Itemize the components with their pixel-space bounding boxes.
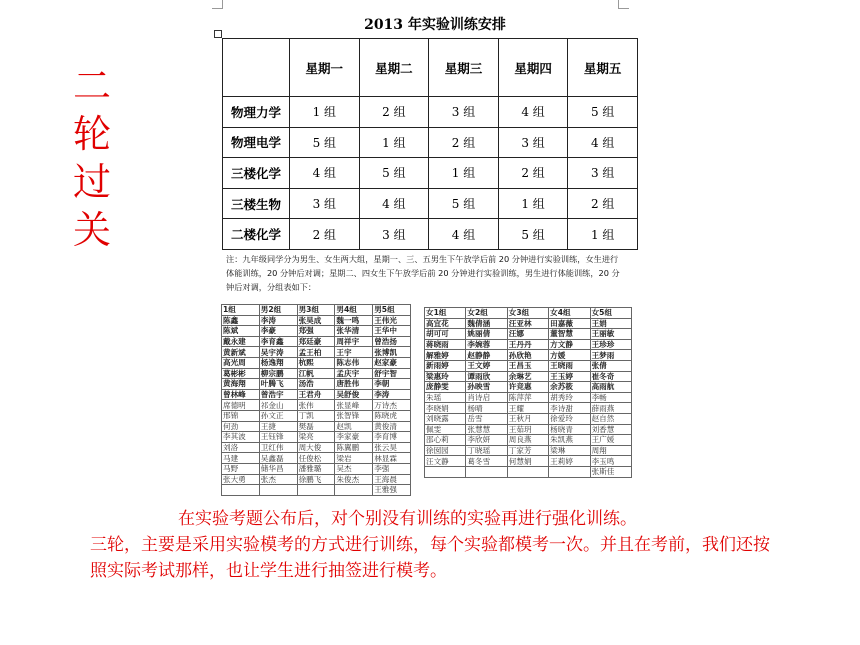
group-name-cell: 赵凯 [335,421,373,432]
group-row [222,357,411,368]
group-name-cell: 胡秀玲 [549,392,590,403]
group-name-cell: 林显霖 [373,453,411,464]
group-name-cell: 陈斌 [222,326,260,337]
group-row [425,392,632,403]
group-name-cell: 李涛 [373,389,411,400]
schedule-day-header: 星期一 [290,39,360,97]
group-row [222,347,411,358]
group-name-cell: 李豪 [259,326,297,337]
group-name-cell: 郑强 [297,326,335,337]
schedule-group-cell: 5 组 [498,219,568,250]
schedule-row [223,127,638,158]
group-name-cell: 何劲 [222,421,260,432]
group-name-cell: 李强 [373,463,411,474]
group-name-cell: 刘香慧 [590,424,631,435]
schedule-group-cell: 1 组 [498,188,568,219]
schedule-row [223,97,638,128]
group-row [222,485,411,496]
group-name-cell: 胡可可 [425,329,466,340]
group-name-cell: 梁琳 [549,445,590,456]
group-name-cell: 何慧娟 [507,456,548,467]
schedule-group-cell: 1 组 [429,158,499,189]
group-name-cell: 吴鑫磊 [259,453,297,464]
group-header-cell: 女5组 [590,308,631,319]
group-name-cell: 郑廷豪 [297,336,335,347]
group-name-cell: 周大俊 [297,442,335,453]
schedule-group-cell: 5 组 [568,97,638,128]
group-name-cell [297,485,335,496]
group-row [222,432,411,443]
schedule-group-cell: 1 组 [359,127,429,158]
schedule-group-cell: 5 组 [290,127,360,158]
group-name-cell: 张杰 [259,474,297,485]
group-name-cell: 朱瑶 [425,392,466,403]
group-header-cell: 女1组 [425,308,466,319]
schedule-header-row [223,39,638,97]
group-name-cell: 朱俊杰 [335,474,373,485]
group-name-cell: 柳宗鹏 [259,368,297,379]
group-name-cell: 王莉婷 [549,456,590,467]
group-name-cell: 李诗甜 [549,403,590,414]
schedule-day-header: 星期三 [429,39,499,97]
schedule-group-cell: 4 组 [429,219,499,250]
group-name-cell: 张智锋 [335,410,373,421]
schedule-subject-cell: 三楼生物 [223,188,290,219]
group-name-cell: 李晓娟 [425,403,466,414]
group-row [222,315,411,326]
side-title-char: 二 [72,64,111,108]
group-name-cell: 卫红伟 [259,442,297,453]
group-name-cell: 吴宇涛 [259,347,297,358]
group-name-cell: 汪亚林 [507,318,548,329]
group-name-cell: 舒宇智 [373,368,411,379]
group-name-cell: 唐胜伟 [335,379,373,390]
group-name-cell: 徐爱玲 [549,413,590,424]
group-row [222,389,411,400]
group-name-cell: 李朝 [373,379,411,390]
group-name-cell: 余苏筱 [549,382,590,393]
group-header-cell: 男3组 [297,305,335,316]
group-name-cell: 谭雨欣 [466,371,507,382]
group-name-cell: 曾林峰 [222,389,260,400]
group-name-cell: 周祥宇 [335,336,373,347]
group-name-cell: 王丽敏 [590,329,631,340]
group-name-cell: 陈鑫 [222,315,260,326]
group-name-cell [466,466,507,477]
group-name-cell: 高雨航 [590,382,631,393]
group-name-cell: 王秋月 [507,413,548,424]
schedule-group-cell: 5 组 [359,158,429,189]
group-name-cell: 岳雪 [466,413,507,424]
group-name-cell: 黄俊清 [373,421,411,432]
group-name-cell: 刘晓露 [425,413,466,424]
group-name-cell: 王伟光 [373,315,411,326]
group-row [425,339,632,350]
group-row [425,413,632,424]
group-row [222,421,411,432]
group-row [425,445,632,456]
group-name-cell: 方媛 [549,350,590,361]
schedule-subject-cell: 物理电学 [223,127,290,158]
group-name-cell: 张博凯 [373,347,411,358]
group-row [222,410,411,421]
group-name-cell: 姚丽倩 [466,329,507,340]
group-name-cell [507,466,548,477]
schedule-group-cell: 3 组 [568,158,638,189]
schedule-row [223,219,638,250]
group-name-cell: 赵家豪 [373,357,411,368]
group-name-cell: 李家豪 [335,432,373,443]
group-name-cell [222,485,260,496]
group-name-cell: 朱凯燕 [549,435,590,446]
group-name-cell: 王捷 [259,421,297,432]
schedule-group-cell: 2 组 [429,127,499,158]
group-row [222,336,411,347]
group-name-cell: 戴永建 [222,336,260,347]
group-name-cell: 王茹玥 [507,424,548,435]
group-name-cell: 曾浩扬 [373,336,411,347]
schedule-group-cell: 2 组 [568,188,638,219]
group-name-cell: 张倩 [590,360,631,371]
group-name-cell: 王雅强 [373,485,411,496]
description-paragraph [90,506,770,584]
group-name-cell: 梁惠玲 [425,371,466,382]
schedule-group-cell: 4 组 [498,97,568,128]
group-name-cell: 王钰锋 [259,432,297,443]
table-move-handle-icon[interactable] [214,30,222,38]
page-corner-mark [212,0,223,9]
schedule-group-cell: 3 组 [498,127,568,158]
schedule-day-header: 星期四 [498,39,568,97]
schedule-row [223,188,638,219]
group-name-cell: 董智慧 [549,329,590,340]
group-name-cell: 丁家芳 [507,445,548,456]
group-name-cell: 孙映雪 [466,382,507,393]
group-name-cell: 李育博 [373,432,411,443]
group-row [425,382,632,393]
group-row [222,453,411,464]
group-name-cell: 王广媛 [590,435,631,446]
group-name-cell: 高宜花 [425,318,466,329]
group-name-cell: 王玉婷 [549,371,590,382]
group-header-cell: 男4组 [335,305,373,316]
group-name-cell: 李畅 [590,392,631,403]
group-name-cell: 王文婷 [466,360,507,371]
group-row [425,403,632,414]
group-name-cell: 孟王柏 [297,347,335,358]
schedule-corner-cell [223,39,290,97]
schedule-table [222,38,638,250]
group-name-cell: 李育鑫 [259,336,297,347]
group-name-cell: 肖诗启 [466,392,507,403]
group-name-cell: 樊磊 [297,421,335,432]
schedule-group-cell: 2 组 [359,97,429,128]
group-row [425,350,632,361]
group-name-cell: 周翔 [590,445,631,456]
group-name-cell [259,485,297,496]
group-name-cell: 徐囡园 [425,445,466,456]
group-name-cell: 潘雅璐 [297,463,335,474]
side-title [70,62,114,254]
schedule-group-cell: 5 组 [429,188,499,219]
group-name-cell: 张大勇 [222,474,260,485]
group-name-cell: 葛彬彬 [222,368,260,379]
group-row [222,474,411,485]
side-title-char: 关 [72,208,111,252]
group-row [425,360,632,371]
schedule-group-cell: 3 组 [359,219,429,250]
group-name-cell: 田嘉薇 [549,318,590,329]
group-name-cell [335,485,373,496]
group-name-cell: 魏一鸣 [335,315,373,326]
group-header-cell: 1组 [222,305,260,316]
group-name-cell: 马建 [222,453,260,464]
group-row [222,368,411,379]
group-name-cell: 王珍珍 [590,339,631,350]
group-row [222,442,411,453]
schedule-row [223,158,638,189]
group-row [425,435,632,446]
group-name-cell: 王耀 [507,403,548,414]
group-name-cell: 王昌玉 [507,360,548,371]
group-name-cell: 杨逸翔 [259,357,297,368]
group-name-cell: 王海晨 [373,474,411,485]
group-header-cell: 女4组 [549,308,590,319]
group-row [425,466,632,477]
group-name-cell: 魏倩涵 [466,318,507,329]
group-name-cell: 陈志伟 [335,357,373,368]
group-row [222,463,411,474]
group-name-cell: 梁亮 [297,432,335,443]
group-name-cell: 蒋晓雨 [425,339,466,350]
group-row [222,400,411,411]
group-row [425,329,632,340]
group-name-cell: 丁晓瑶 [466,445,507,456]
paragraph-line: 在实验考题公布后，对个别没有训练的实验再进行强化训练。 [178,509,637,529]
group-name-cell: 崔冬奇 [590,371,631,382]
group-name-cell: 杨晓青 [549,424,590,435]
group-name-cell: 陈萍萍 [507,392,548,403]
group-name-cell: 储华昌 [259,463,297,474]
group-row [425,456,632,467]
group-name-cell: 丁凯 [297,410,335,421]
group-name-cell: 孟庆宇 [335,368,373,379]
group-name-cell: 杨晴 [466,403,507,414]
group-name-cell: 李其波 [222,432,260,443]
group-row [222,326,411,337]
group-name-cell: 张斯佳 [590,466,631,477]
schedule-group-cell: 2 组 [290,219,360,250]
page-corner-mark [618,0,629,9]
group-name-cell: 孙文正 [259,410,297,421]
group-row [222,379,411,390]
group-row [425,371,632,382]
group-name-cell: 赵自然 [590,413,631,424]
group-name-cell: 余琳艺 [507,371,548,382]
group-name-cell: 王君舟 [297,389,335,400]
group-name-cell: 王华中 [373,326,411,337]
schedule-group-cell: 1 组 [568,219,638,250]
group-name-cell: 庞静雯 [425,382,466,393]
group-name-cell: 吴舒俊 [335,389,373,400]
group-name-cell: 李玉鸣 [590,456,631,467]
schedule-group-cell: 1 组 [290,97,360,128]
schedule-subject-cell: 物理力学 [223,97,290,128]
group-name-cell: 梁岩 [335,453,373,464]
group-name-cell: 黄新斌 [222,347,260,358]
schedule-subject-cell: 三楼化学 [223,158,290,189]
group-name-cell: 许竞惠 [507,382,548,393]
group-name-cell: 张云昊 [373,442,411,453]
group-name-cell: 周良燕 [507,435,548,446]
group-name-cell: 孙欣艳 [507,350,548,361]
schedule-note: 注：九年级同学分为男生、女生两大组，星期一、三、五男生下午放学后前 20 分钟进行实验训练，女生进行体能训练，20 分钟后对调；星期二、四女生下午放学后前 20 分钟进行实验训练，男生进行体能训练，20 分钟后对调，分组表如下： [226,254,620,292]
group-name-cell: 黄海翔 [222,379,260,390]
group-header-cell: 女3组 [507,308,548,319]
group-name-cell: 王宇 [335,347,373,358]
schedule-group-cell: 4 组 [568,127,638,158]
group-name-cell: 吴杰 [335,463,373,474]
group-name-cell: 马野 [222,463,260,474]
group-row [425,424,632,435]
group-name-cell: 方文静 [549,339,590,350]
group-name-cell: 王娟 [590,318,631,329]
group-name-cell: 万诗杰 [373,400,411,411]
schedule-group-cell: 4 组 [359,188,429,219]
group-name-cell: 江帆 [297,368,335,379]
group-name-cell: 杭熙 [297,357,335,368]
group-name-cell: 曾浩宇 [259,389,297,400]
group-name-cell: 邵心莉 [425,435,466,446]
group-name-cell: 席德明 [222,400,260,411]
group-name-cell: 王梦雨 [590,350,631,361]
schedule-group-cell: 4 组 [290,158,360,189]
group-header-cell: 女2组 [466,308,507,319]
group-name-cell: 佩雯 [425,424,466,435]
boys-group-table [221,304,411,496]
group-name-cell: 王丹丹 [507,339,548,350]
paragraph-line: 三轮，主要是采用实验模考的方式进行训练，每个实验都模考一次。并且在考前，我们还按照实际考试那样，也让学生进行抽签进行模考。 [90,535,770,581]
side-title-char: 轮 [72,112,111,156]
group-name-cell: 汤浩 [297,379,335,390]
group-name-cell: 徐鹏飞 [297,474,335,485]
group-name-cell: 任俊松 [297,453,335,464]
schedule-group-cell: 3 组 [429,97,499,128]
group-name-cell [549,466,590,477]
group-name-cell: 张昊成 [297,315,335,326]
group-name-cell: 陈翼鹏 [335,442,373,453]
group-name-cell: 汪文静 [425,456,466,467]
schedule-group-cell: 3 组 [290,188,360,219]
group-name-cell: 高光周 [222,357,260,368]
group-name-cell: 李涛 [259,315,297,326]
group-name-cell: 祁金山 [259,400,297,411]
group-name-cell: 赵静静 [466,350,507,361]
group-name-cell: 张显峰 [335,400,373,411]
group-name-cell: 张伟 [297,400,335,411]
group-name-cell [425,466,466,477]
side-title-char: 过 [72,160,111,204]
group-name-cell: 李欣妍 [466,435,507,446]
schedule-subject-cell: 二楼化学 [223,219,290,250]
schedule-group-cell: 2 组 [498,158,568,189]
girls-group-table [424,307,632,478]
group-name-cell: 陈晓虎 [373,410,411,421]
group-name-cell: 新雨婷 [425,360,466,371]
group-name-cell: 李婉蓉 [466,339,507,350]
document-title: 2013 年实验训练安排 [364,17,506,33]
group-name-cell: 刘洛 [222,442,260,453]
group-header-cell: 男5组 [373,305,411,316]
group-name-cell: 汪娜 [507,329,548,340]
group-name-cell: 邢锦 [222,410,260,421]
schedule-day-header: 星期五 [568,39,638,97]
group-name-cell: 薛雨燕 [590,403,631,414]
schedule-day-header: 星期二 [359,39,429,97]
group-name-cell: 张慧慧 [466,424,507,435]
group-name-cell: 王晓雨 [549,360,590,371]
group-name-cell: 叶腾飞 [259,379,297,390]
group-name-cell: 张华清 [335,326,373,337]
group-row [425,318,632,329]
group-name-cell: 解雅婷 [425,350,466,361]
group-header-cell: 男2组 [259,305,297,316]
group-name-cell: 葛冬雪 [466,456,507,467]
